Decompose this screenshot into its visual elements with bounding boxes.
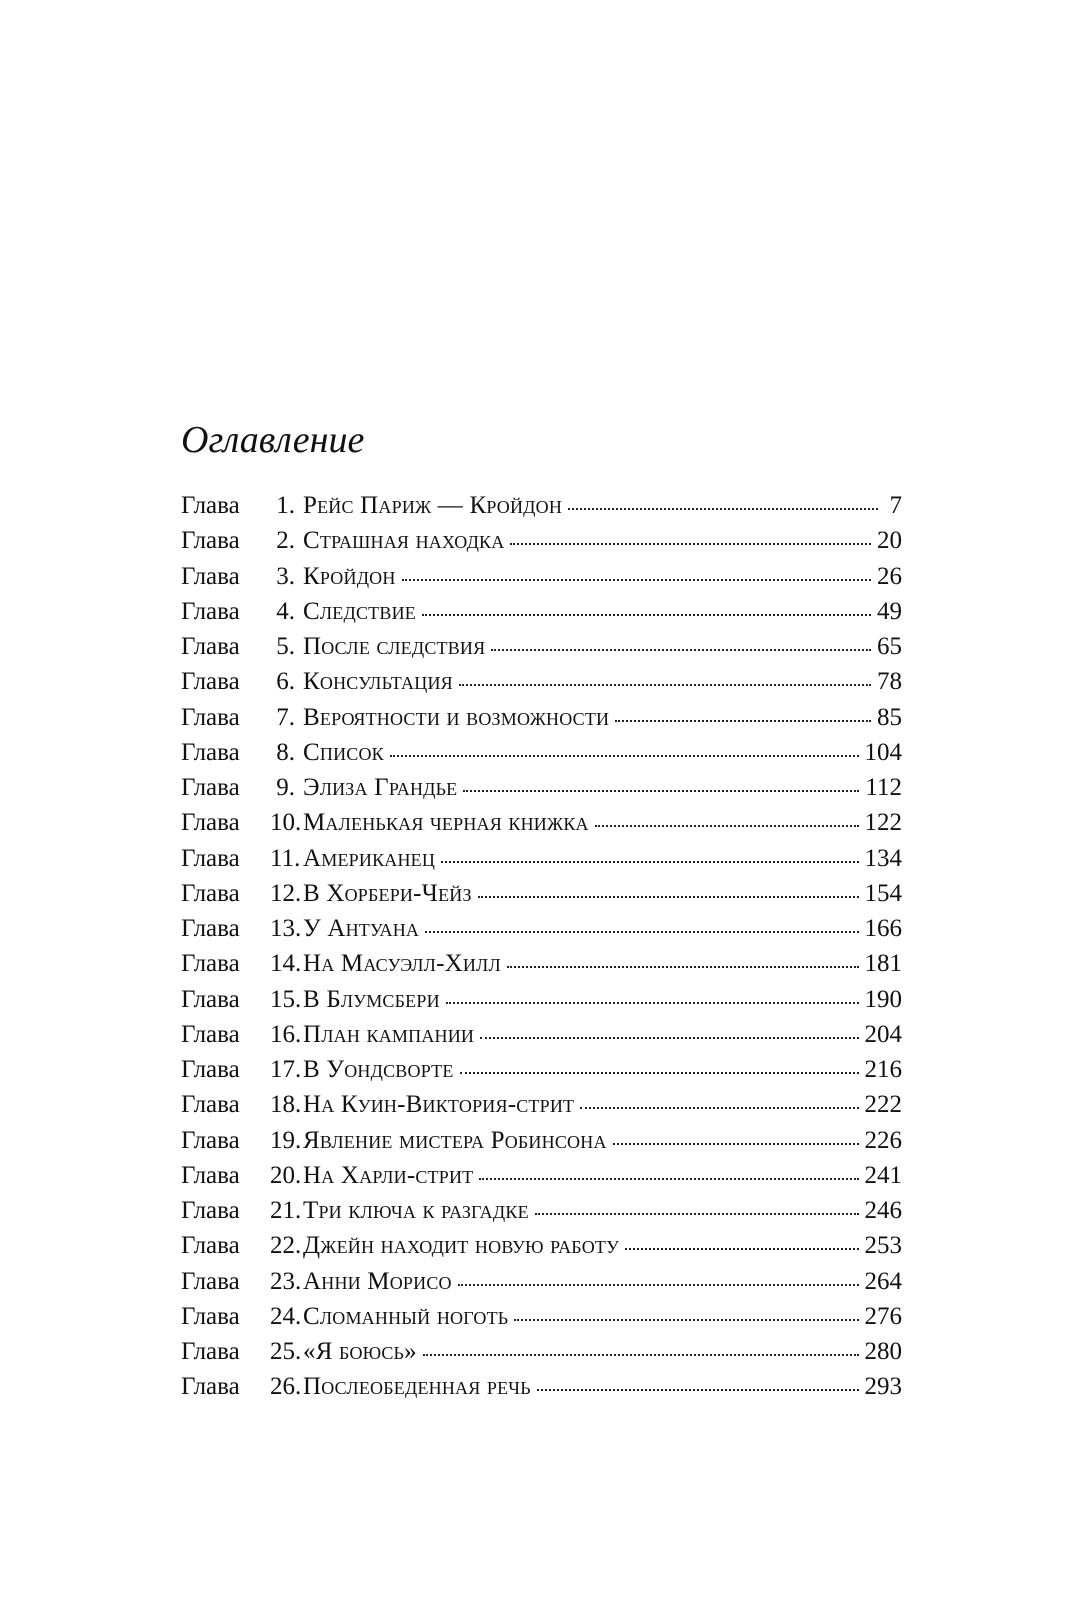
chapter-number: 21. [270, 1197, 302, 1224]
chapter-label: Глава [181, 1338, 240, 1365]
toc-title: Оглавление [181, 419, 365, 461]
chapter-label: Глава [181, 562, 240, 590]
page-number: 85 [877, 703, 902, 731]
chapter-title: Вероятности и возможности [303, 703, 610, 731]
chapter-title: Страшная находка [303, 527, 505, 555]
page-number: 293 [864, 1373, 902, 1401]
toc-entry [181, 664, 902, 699]
chapter-label: Глава [181, 1161, 240, 1189]
chapter-title: После следствия [303, 633, 486, 660]
page-number: 222 [864, 1091, 902, 1119]
chapter-title: Список [303, 738, 384, 766]
chapter-number: 15. [270, 985, 302, 1013]
chapter-number: 9. [276, 774, 295, 801]
toc-entry [181, 1052, 902, 1087]
chapter-number: 24. [270, 1302, 302, 1330]
page-number: 154 [864, 879, 902, 907]
dot-leader [478, 896, 859, 898]
dot-leader [615, 720, 871, 722]
toc-entry [181, 1017, 902, 1052]
page-number: 49 [877, 597, 902, 625]
toc-entry [181, 805, 902, 840]
toc-entry [181, 1228, 902, 1263]
chapter-title: У Антуана [303, 915, 420, 942]
chapter-number: 20. [270, 1161, 302, 1189]
dot-leader [580, 1107, 858, 1109]
dot-leader [537, 1389, 859, 1391]
chapter-label: Глава [181, 844, 240, 872]
page-number: 190 [864, 985, 902, 1013]
toc-list [181, 488, 902, 1405]
chapter-title: Консультация [303, 668, 453, 696]
chapter-title: «Я боюсь» [303, 1338, 417, 1365]
page-number: 104 [864, 738, 902, 766]
page-number: 241 [864, 1161, 902, 1189]
toc-entry [181, 700, 902, 735]
chapter-title: План кампании [303, 1020, 475, 1048]
toc-entry [181, 735, 902, 770]
dot-leader [446, 1002, 859, 1004]
chapter-label: Глава [181, 703, 240, 731]
chapter-number: 5. [276, 633, 295, 660]
chapter-number: 7. [276, 703, 295, 731]
dot-leader [507, 966, 859, 968]
toc-entry [181, 770, 902, 805]
chapter-label: Глава [181, 668, 240, 696]
dot-leader [595, 825, 859, 827]
chapter-title: Три ключа к разгадке [303, 1197, 529, 1224]
toc-entry [181, 1158, 902, 1193]
chapter-number: 17. [270, 1056, 302, 1083]
dot-leader [422, 614, 871, 616]
chapter-number: 1. [276, 492, 295, 519]
dot-leader [423, 1354, 859, 1356]
chapter-title: Элиза Грандье [303, 774, 458, 801]
page-number: 246 [864, 1197, 902, 1224]
chapter-label: Глава [181, 1302, 240, 1330]
toc-entry [181, 1334, 902, 1369]
chapter-label: Глава [181, 879, 240, 907]
toc-entry [181, 1264, 902, 1299]
page-number: 166 [864, 915, 902, 942]
chapter-label: Глава [181, 1020, 240, 1048]
chapter-title: На Харли-стрит [303, 1161, 474, 1189]
chapter-title: Анни Морисо [303, 1267, 452, 1295]
chapter-label: Глава [181, 1091, 240, 1119]
chapter-title: Сломанный ноготь [303, 1302, 509, 1330]
chapter-title: Маленькая черная книжка [303, 809, 589, 837]
chapter-number: 4. [276, 597, 295, 625]
chapter-title: Рейс Париж — Кройдон [303, 492, 563, 519]
dot-leader [514, 1319, 858, 1321]
chapter-number: 22. [270, 1232, 302, 1260]
page-number: 26 [877, 562, 902, 590]
chapter-number: 13. [270, 915, 302, 942]
chapter-number: 23. [270, 1267, 302, 1295]
page-number: 204 [864, 1020, 902, 1048]
chapter-number: 2. [276, 527, 295, 555]
dot-leader [510, 543, 871, 545]
chapter-title: Американец [303, 844, 436, 872]
toc-entry [181, 1123, 902, 1158]
chapter-number: 26. [270, 1373, 302, 1401]
chapter-number: 16. [270, 1020, 302, 1048]
toc-entry [181, 1299, 902, 1334]
chapter-number: 18. [270, 1091, 302, 1119]
dot-leader [479, 1178, 858, 1180]
toc-entry [181, 1193, 902, 1228]
chapter-title: Следствие [303, 597, 416, 625]
dot-leader [441, 861, 858, 863]
page-number: 264 [864, 1267, 902, 1295]
toc-entry [181, 488, 902, 523]
chapter-title: В Хорбери-Чейз [303, 879, 472, 907]
chapter-label: Глава [181, 1267, 240, 1295]
chapter-number: 14. [270, 950, 302, 978]
page-number: 122 [864, 809, 902, 837]
toc-entry [181, 629, 902, 664]
chapter-label: Глава [181, 1126, 240, 1154]
page-number: 216 [864, 1056, 902, 1083]
toc-entry [181, 876, 902, 911]
toc-entry [181, 946, 902, 981]
chapter-label: Глава [181, 597, 240, 625]
chapter-title: Явление мистера Робинсона [303, 1126, 607, 1154]
chapter-number: 6. [276, 668, 295, 696]
page-number: 65 [877, 633, 902, 660]
chapter-title: На Масуэлл-Хилл [303, 950, 501, 978]
chapter-label: Глава [181, 1373, 240, 1401]
chapter-label: Глава [181, 985, 240, 1013]
chapter-label: Глава [181, 633, 240, 660]
chapter-number: 12. [270, 879, 302, 907]
toc-entry [181, 982, 902, 1017]
dot-leader [402, 579, 871, 581]
dot-leader [625, 1248, 858, 1250]
chapter-number: 8. [276, 738, 295, 766]
toc-entry [181, 523, 902, 558]
toc-entry [181, 841, 902, 876]
page-number: 280 [864, 1338, 902, 1365]
page-number: 112 [865, 774, 902, 801]
dot-leader [425, 931, 858, 933]
chapter-title: Послеобеденная речь [303, 1373, 531, 1401]
chapter-title: В Уондсворте [303, 1056, 454, 1083]
toc-entry [181, 559, 902, 594]
chapter-title: На Куин-Виктория-стрит [303, 1091, 575, 1119]
chapter-label: Глава [181, 950, 240, 978]
page-number: 181 [864, 950, 902, 978]
chapter-label: Глава [181, 492, 240, 519]
chapter-label: Глава [181, 915, 240, 942]
chapter-number: 10. [270, 809, 302, 837]
chapter-label: Глава [181, 738, 240, 766]
chapter-label: Глава [181, 774, 240, 801]
page-number: 78 [877, 668, 902, 696]
chapter-label: Глава [181, 1232, 240, 1260]
chapter-title: Джейн находит новую работу [303, 1232, 620, 1260]
dot-leader [390, 755, 859, 757]
dot-leader [568, 508, 878, 510]
chapter-label: Глава [181, 809, 240, 837]
toc-entry [181, 1369, 902, 1404]
dot-leader [460, 1072, 859, 1074]
chapter-title: Кройдон [303, 562, 396, 590]
page-number: 7 [889, 492, 902, 519]
chapter-number: 11. [270, 844, 301, 872]
chapter-number: 3. [276, 562, 295, 590]
chapter-title: В Блумсбери [303, 985, 440, 1013]
dot-leader [459, 684, 871, 686]
chapter-label: Глава [181, 527, 240, 555]
toc-entry [181, 594, 902, 629]
chapter-number: 19. [270, 1126, 302, 1154]
page-number: 134 [864, 844, 902, 872]
chapter-label: Глава [181, 1197, 240, 1224]
page-number: 276 [864, 1302, 902, 1330]
toc-entry [181, 1087, 902, 1122]
chapter-label: Глава [181, 1056, 240, 1083]
dot-leader [491, 649, 871, 651]
page-number: 253 [864, 1232, 902, 1260]
dot-leader [463, 790, 859, 792]
dot-leader [613, 1143, 859, 1145]
dot-leader [535, 1213, 859, 1215]
dot-leader [480, 1037, 858, 1039]
chapter-number: 25. [270, 1338, 302, 1365]
page-number: 20 [877, 527, 902, 555]
page-number: 226 [864, 1126, 902, 1154]
toc-entry [181, 911, 902, 946]
dot-leader [458, 1284, 859, 1286]
